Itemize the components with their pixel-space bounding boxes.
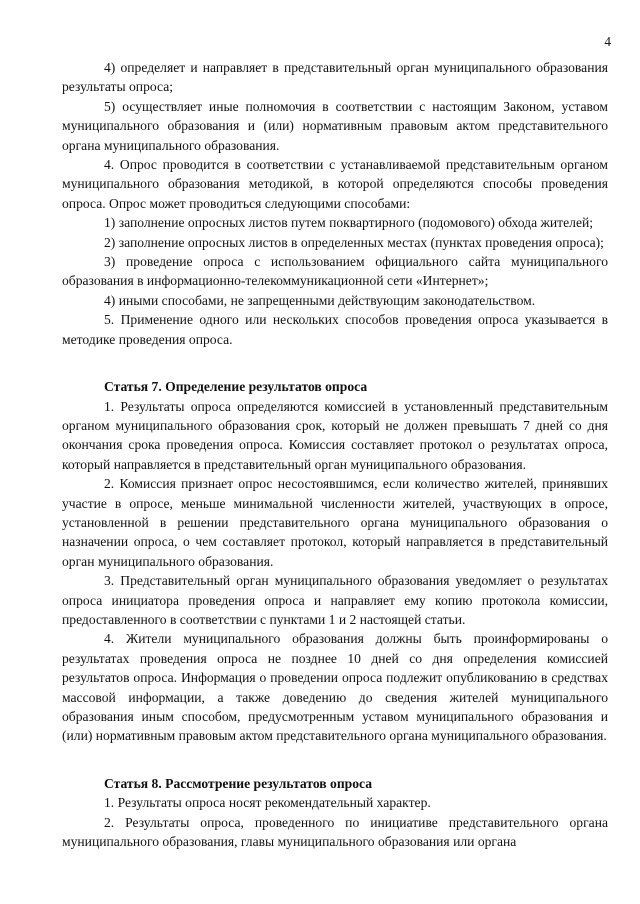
paragraph: 5. Применение одного или нескольких способов проведения опроса указывается в методике проведения опроса. <box>62 312 608 347</box>
document-body <box>62 58 608 851</box>
article-7-paragraph: 2. Комиссия признает опрос несостоявшимся, если количество жителей, принявших участие в опросе, меньше минимальной численности жителей, участвующих в опросе, установленной в решении представительного органа муниципального образования о назначении опроса, о чем составляет протокол, который направляется в представительный орган муниципального образования. <box>62 476 608 569</box>
article-7-paragraph: 1. Результаты опроса определяются комиссией в установленный представительным органом муниципального образования срок, который не должен превышать 7 дней со дня окончания срока проведения опроса. Комиссия составляет протокол о результатах опроса, который направляется в представительный орган муниципального образования. <box>62 398 608 472</box>
paragraph: 5) осуществляет иные полномочия в соответствии с настоящим Законом, уставом муниципального образования и (или) нормативным правовым актом представительного органа муниципального образования. <box>62 98 608 153</box>
article-8-heading: Статья 8. Рассмотрение результатов опроса <box>104 775 373 791</box>
section-spacer <box>62 349 608 365</box>
paragraph: 4. Опрос проводится в соответствии с устанавливаемой представительным органом муниципального образования методикой, в которой определяются способы проведения опроса. Опрос может проводиться следующими способами: <box>62 157 608 211</box>
article-7-paragraph: 4. Жители муниципального образования должны быть проинформированы о результатах проведения опроса не позднее 10 дней со дня определения комиссией результатов опроса. Информация о проведении опроса подлежит опубликованию в средствах массовой информации, а также доведению до сведения жителей муниципального образования иным способом, предусмотренным уставом муниципального образования и (или) нормативным правовым актом представительного органа муниципального образования. <box>62 631 608 744</box>
article-7-paragraph: 3. Представительный орган муниципального образования уведомляет о результатах опроса инициатора проведения опроса и направляет ему копию протокола комиссии, предоставленного в соответствии с пунктами 1 и 2 настоящей статьи. <box>62 573 608 627</box>
paragraph: 4) определяет и направляет в представительный орган муниципального образования результаты опроса; <box>62 60 608 95</box>
page-number: 4 <box>604 34 611 49</box>
article-8-paragraph: 1. Результаты опроса носят рекомендательный характер. <box>104 795 431 811</box>
article-8-paragraph: 2. Результаты опроса, проведенного по инициативе представительного органа муниципального образования, главы муниципального образования или органа <box>62 814 608 850</box>
paragraph: 1) заполнение опросных листов путем поквартирного (подомового) обхода жителей; <box>104 215 594 231</box>
article-7-heading: Статья 7. Определение результатов опроса <box>104 379 368 395</box>
paragraph: 3) проведение опроса с использованием официального сайта муниципального образования в информационно-телекоммуникационной сети «Интернет»; <box>62 254 608 289</box>
paragraph: 2) заполнение опросных листов в определенных местах (пунктах проведения опроса); <box>104 234 604 250</box>
paragraph: 4) иными способами, не запрещенными действующим законодательством. <box>104 292 536 308</box>
section-spacer <box>62 746 608 762</box>
